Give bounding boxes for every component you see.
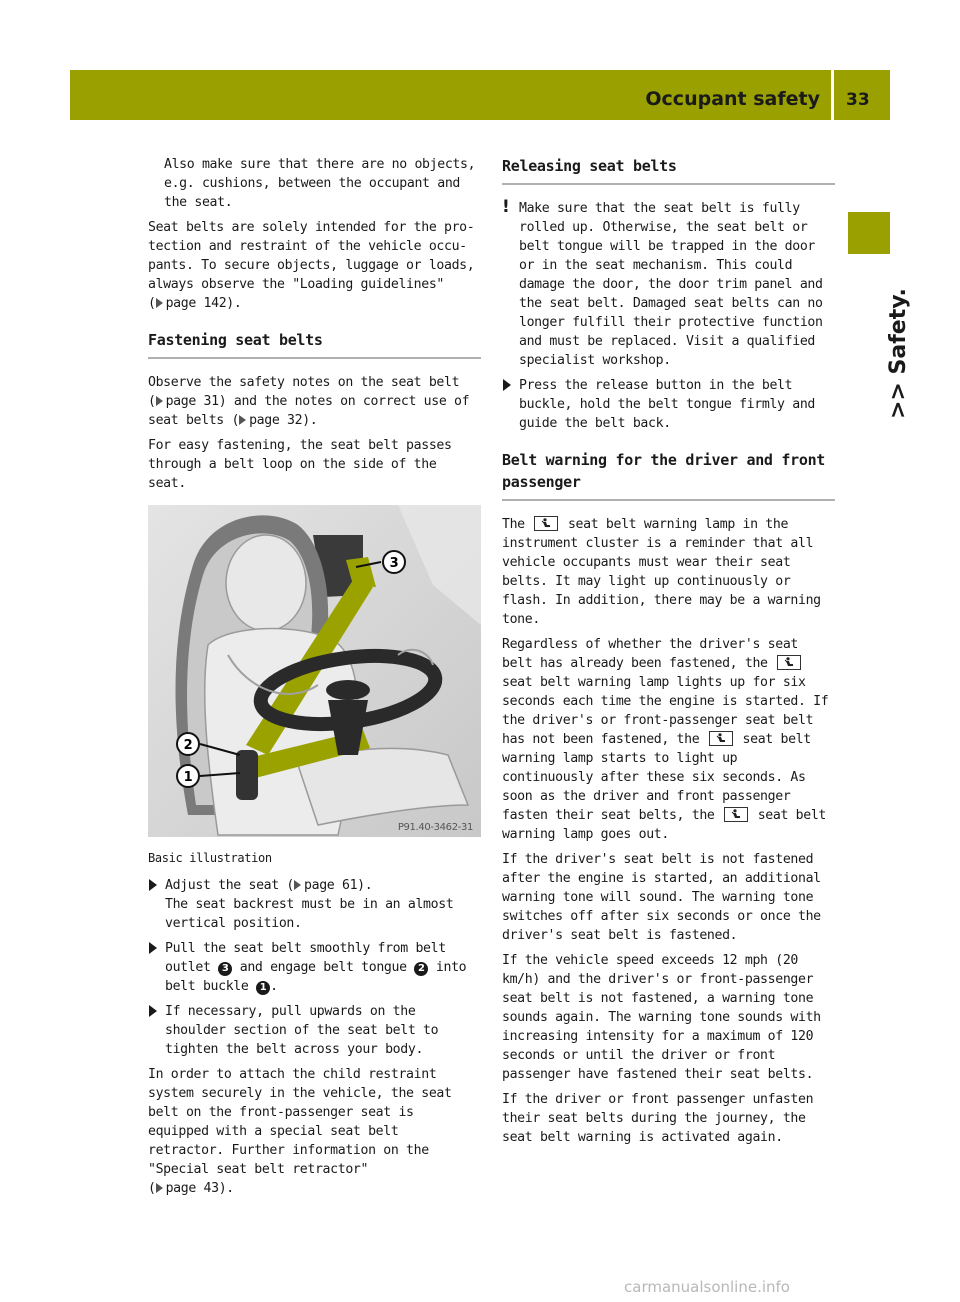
page-ref[interactable]: ( page 142). xyxy=(148,296,242,311)
page-ref-arrow-icon xyxy=(156,396,163,406)
step2-text-c: into belt buckle xyxy=(165,960,467,994)
observe-ref-text: page 31) and the notes on correct use of seat belts ( xyxy=(148,394,470,428)
callout-2: 2 xyxy=(183,738,193,753)
page-ref-text: page 142). xyxy=(165,296,242,311)
belt-warning-heading-wrap xyxy=(502,449,835,501)
step2-text-b: and engage belt tongue xyxy=(239,960,407,975)
warning-lamp-paragraph xyxy=(502,515,835,629)
seat-belt-warning-lamp-icon xyxy=(777,655,801,670)
step3-text: If necessary, pull upwards on the shoulder section of the seat belt to tighten the belt across your body. xyxy=(165,1004,439,1057)
page-number: 33 xyxy=(846,90,870,110)
seat-belt-warning-lamp-icon xyxy=(724,807,748,822)
intro-paragraph xyxy=(148,218,481,313)
releasing-heading-wrap xyxy=(502,155,835,185)
header-divider xyxy=(831,70,834,120)
intro-text: Seat belts are solely intended for the protection and restraint of the vehicle occupants. To secure objects, luggage or loads, always observe the "Loading guidelines" xyxy=(148,220,475,292)
seat-belt-warning-lamp-icon xyxy=(534,516,558,531)
step2-text-a: Pull the seat belt smoothly from belt outlet xyxy=(165,941,446,975)
p2-d: seat belt warning lamp goes out. xyxy=(502,808,827,842)
watermark: carmanualsonline.info xyxy=(624,1278,790,1296)
warning-note xyxy=(502,199,835,370)
callout-1-icon: 1 xyxy=(256,981,270,995)
page-ref-arrow-icon xyxy=(156,298,163,308)
chapter-label-text: >> Safety. xyxy=(886,288,911,419)
lamp-behaviour-paragraph xyxy=(502,635,835,844)
step-arrow-icon xyxy=(149,1005,157,1017)
child-restraint-paragraph: In order to attach the child restraint system securely in the vehicle, the seat belt on the front-passenger seat is equipped with a special seat belt retractor. Further information on the "Special seat belt retractor" ( page 43). xyxy=(148,1067,452,1196)
intro-indent: Also make sure that there are no objects, e.g. cushions, between the occupant and the seat. xyxy=(164,157,476,210)
step-arrow-icon xyxy=(503,379,511,391)
heading-fastening: Fastening seat belts xyxy=(148,329,481,359)
p2-c: seat belt warning lamp starts to light up continuously after these six seconds. As soon as the driver and front passenger fasten their seat belts, the xyxy=(502,732,811,823)
step-tighten xyxy=(148,1002,481,1059)
step-adjust-seat xyxy=(148,876,481,933)
p1-a: The xyxy=(502,517,525,532)
callout-2-icon: 2 xyxy=(414,962,428,976)
page-ref-arrow-icon xyxy=(294,880,301,890)
illustration-code: P91.40-3462-31 xyxy=(397,822,473,833)
warning-text: Make sure that the seat belt is fully rolled up. Otherwise, the seat belt or belt tongue will be trapped in the door or in the seat mechanism. This could damage the door, the door trim panel and the seat belt. Damaged seat belts can no longer fulfill their protective function and must be replaced. Visit a qualified specialist workshop. xyxy=(519,201,823,368)
speed-warning-paragraph: If the vehicle speed exceeds 12 mph (20 km/h) and the driver's or front-passenger seat belt is not fastened, a warning tone sounds again. The warning tone sounds with increasing intensity for a maximum of 120 seconds or until the driver or front passenger have fastened their seat belts. xyxy=(502,953,821,1082)
step-arrow-icon xyxy=(149,879,157,891)
p2-a: Regardless of whether the driver's seat belt has already been fastened, the xyxy=(502,637,798,671)
unfasten-paragraph: If the driver or front passenger unfasten their seat belts during the journey, the seat belt warning is activated again. xyxy=(502,1092,814,1145)
seat-belt-warning-lamp-icon xyxy=(709,731,733,746)
callout-1: 1 xyxy=(183,770,193,785)
heading-belt-warning: Belt warning for the driver and front passenger xyxy=(502,449,835,501)
caption: Basic illustration xyxy=(148,851,272,865)
p1-b: seat belt warning lamp in the instrument cluster is a reminder that all vehicle occupants must wear their seat belts. It may light up continuously or flash. In addition, there may be a warning tone. xyxy=(502,517,821,627)
page-ref-arrow-icon xyxy=(156,1183,163,1193)
step1-text: Adjust the seat ( xyxy=(165,878,295,893)
warning-icon: ! xyxy=(502,197,510,217)
warning-tone-paragraph: If the driver's seat belt is not fastened after the engine is started, an additional warning tone will sound. The warning tone switches off after six seconds or once the driver's seat belt is fastened. xyxy=(502,852,821,943)
heading-releasing: Releasing seat belts xyxy=(502,155,835,185)
easy-fastening-paragraph: For easy fastening, the seat belt passes through a belt loop on the side of the seat. xyxy=(148,438,452,491)
step-arrow-icon xyxy=(149,942,157,954)
step1-note: The seat backrest must be in an almost vertical position. xyxy=(165,897,454,931)
callout-3: 3 xyxy=(389,556,399,571)
section-title: Occupant safety xyxy=(645,88,820,110)
callout-3-icon: 3 xyxy=(218,962,232,976)
fastening-heading-wrap xyxy=(148,329,481,359)
release-text: Press the release button in the belt buckle, hold the belt tongue firmly and guide the belt back. xyxy=(519,378,815,431)
chapter-label xyxy=(858,265,911,425)
left-column xyxy=(148,155,481,1204)
chapter-tab xyxy=(848,212,890,254)
step-pull-belt: Pull the seat belt smoothly from belt outlet 3 and engage belt tongue 2 into belt buckle 1 . xyxy=(148,939,481,996)
observe-paragraph: Observe the safety notes on the seat belt ( page 31) and the notes on correct use of seat belts ( page 32). xyxy=(148,375,470,428)
p2-b: seat belt warning lamp lights up for six seconds each time the engine is started. If the driver's or front-passenger seat belt has not been fastened, the xyxy=(502,675,829,747)
observe-text: Observe the safety notes on the seat belt xyxy=(148,375,460,390)
right-column xyxy=(502,155,835,1153)
step-release xyxy=(502,376,835,433)
observe-ref-text-2: page 32). xyxy=(249,413,318,428)
child-text: In order to attach the child restraint system securely in the vehicle, the seat belt on the front-passenger seat is equipped with a special seat belt retractor. Further information on the "Special seat belt retractor" xyxy=(148,1067,452,1177)
seat-belt-drawing xyxy=(148,505,481,837)
page-ref-arrow-icon xyxy=(239,415,246,425)
child-ref: page 43). xyxy=(165,1181,234,1196)
seat-belt-illustration xyxy=(148,505,481,837)
step1-ref: page 61). xyxy=(304,878,373,893)
